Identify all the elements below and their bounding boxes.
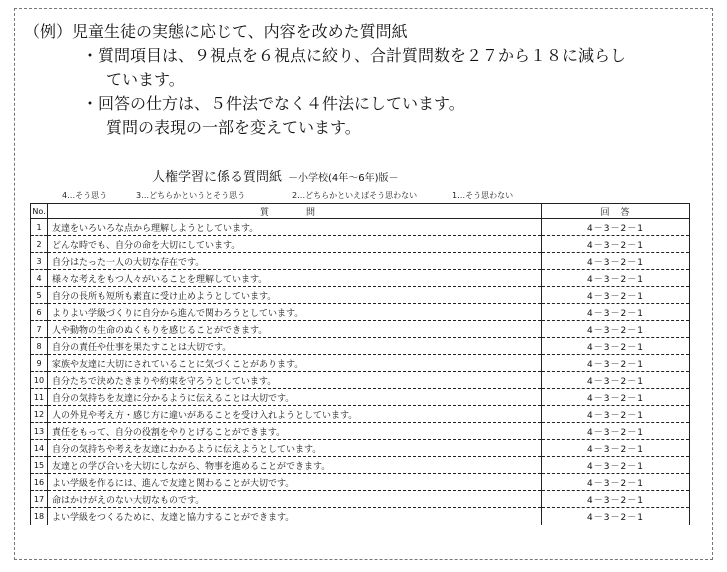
header-no: No. <box>31 204 48 219</box>
answer-scale[interactable]: 4－3－2－1 <box>542 270 690 287</box>
row-number: 16 <box>31 474 48 491</box>
question-text: 人や動物の生命のぬくもりを感じることができます。 <box>48 321 542 338</box>
table-row <box>31 236 690 253</box>
table-row <box>31 508 690 525</box>
row-number: 13 <box>31 423 48 440</box>
row-number: 4 <box>31 270 48 287</box>
row-number: 1 <box>31 219 48 236</box>
question-text: よりよい学級づくりに自分から進んで関わろうとしています。 <box>48 304 542 321</box>
table-row <box>31 355 690 372</box>
table-row <box>31 304 690 321</box>
question-text: 友達との学び合いを大切にしながら、物事を進めることができます。 <box>48 457 542 474</box>
header-question: 質 問 <box>48 204 542 219</box>
question-text: よい学級をつくるために、友達と協力することができます。 <box>48 508 542 525</box>
intro-bullet-items-cont: ています。 <box>106 70 185 89</box>
table-header-row <box>31 204 690 219</box>
question-text: 自分たちで決めたきまりや約束を守ろうとしています。 <box>48 372 542 389</box>
table-row <box>31 338 690 355</box>
question-text: 人の外見や考え方・感じ方に違いがあることを受け入れようとしています。 <box>48 406 542 423</box>
answer-scale[interactable]: 4－3－2－1 <box>542 372 690 389</box>
answer-scale[interactable]: 4－3－2－1 <box>542 491 690 508</box>
question-text: 自分の気持ちや考えを友達にわかるように伝えようとしています。 <box>48 440 542 457</box>
answer-scale[interactable]: 4－3－2－1 <box>542 355 690 372</box>
question-text: 自分の気持ちを友達に分かるように伝えることは大切です。 <box>48 389 542 406</box>
question-text: どんな時でも、自分の命を大切にしています。 <box>48 236 542 253</box>
answer-scale[interactable]: 4－3－2－1 <box>542 474 690 491</box>
intro-heading: （例）児童生徒の実態に応じて、内容を改めた質問紙 <box>24 22 408 41</box>
row-number: 3 <box>31 253 48 270</box>
table-row <box>31 287 690 304</box>
table-row <box>31 406 690 423</box>
intro-bullet-expression: 質問の表現の一部を変えています。 <box>106 118 361 137</box>
answer-scale[interactable]: 4－3－2－1 <box>542 508 690 525</box>
intro-text <box>24 20 626 140</box>
question-text: 命はかけがえのない大切なものです。 <box>48 491 542 508</box>
answer-scale[interactable]: 4－3－2－1 <box>542 406 690 423</box>
answer-scale[interactable]: 4－3－2－1 <box>542 389 690 406</box>
question-text: 家族や友達に大切にされていることに気づくことがあります。 <box>48 355 542 372</box>
question-text: 自分の責任や仕事を果たすことは大切です。 <box>48 338 542 355</box>
sheet-subtitle: －小学校(4年～6年)版－ <box>288 173 399 184</box>
question-text: 責任をもって、自分の役割をやりとげることができます。 <box>48 423 542 440</box>
answer-scale[interactable]: 4－3－2－1 <box>542 236 690 253</box>
legend-4: 4…そう思う <box>62 191 108 200</box>
legend-2: 2…どちらかといえばそう思わない <box>292 191 418 200</box>
question-text: 様々な考えをもつ人々がいることを理解しています。 <box>48 270 542 287</box>
table-row <box>31 491 690 508</box>
table-row <box>31 457 690 474</box>
table-row <box>31 270 690 287</box>
intro-bullet-answer: ・回答の仕方は、５件法でなく４件法にしています。 <box>82 94 465 113</box>
row-number: 8 <box>31 338 48 355</box>
row-number: 6 <box>31 304 48 321</box>
answer-scale[interactable]: 4－3－2－1 <box>542 321 690 338</box>
table-row <box>31 440 690 457</box>
question-text: 友達をいろいろな点から理解しようとしています。 <box>48 219 542 236</box>
header-answer: 回 答 <box>542 204 690 219</box>
answer-scale[interactable]: 4－3－2－1 <box>542 219 690 236</box>
row-number: 18 <box>31 508 48 525</box>
row-number: 15 <box>31 457 48 474</box>
question-text: 自分はたった一人の大切な存在です。 <box>48 253 542 270</box>
answer-scale[interactable]: 4－3－2－1 <box>542 304 690 321</box>
intro-bullet-items: ・質問項目は、９視点を６視点に絞り、合計質問数を２７から１８に減らし <box>82 46 627 65</box>
question-text: 自分の長所も短所も素直に受け止めようとしています。 <box>48 287 542 304</box>
table-row <box>31 321 690 338</box>
answer-scale[interactable]: 4－3－2－1 <box>542 440 690 457</box>
row-number: 7 <box>31 321 48 338</box>
table-row <box>31 389 690 406</box>
row-number: 9 <box>31 355 48 372</box>
table-row <box>31 474 690 491</box>
row-number: 11 <box>31 389 48 406</box>
sheet-title-main: 人権学習に係る質問紙 <box>152 170 283 185</box>
table-row <box>31 423 690 440</box>
answer-scale[interactable]: 4－3－2－1 <box>542 253 690 270</box>
legend-1: 1…そう思わない <box>452 191 514 200</box>
question-text: よい学級を作るには、進んで友達と関わることが大切です。 <box>48 474 542 491</box>
row-number: 17 <box>31 491 48 508</box>
answer-scale[interactable]: 4－3－2－1 <box>542 287 690 304</box>
answer-scale[interactable]: 4－3－2－1 <box>542 423 690 440</box>
question-table <box>30 203 690 525</box>
table-row <box>31 253 690 270</box>
row-number: 5 <box>31 287 48 304</box>
sheet-title <box>152 166 399 185</box>
row-number: 10 <box>31 372 48 389</box>
legend-3: 3…どちらかというとそう思う <box>136 191 246 200</box>
row-number: 12 <box>31 406 48 423</box>
table-row <box>31 219 690 236</box>
answer-scale[interactable]: 4－3－2－1 <box>542 457 690 474</box>
row-number: 14 <box>31 440 48 457</box>
row-number: 2 <box>31 236 48 253</box>
answer-scale[interactable]: 4－3－2－1 <box>542 338 690 355</box>
table-row <box>31 372 690 389</box>
